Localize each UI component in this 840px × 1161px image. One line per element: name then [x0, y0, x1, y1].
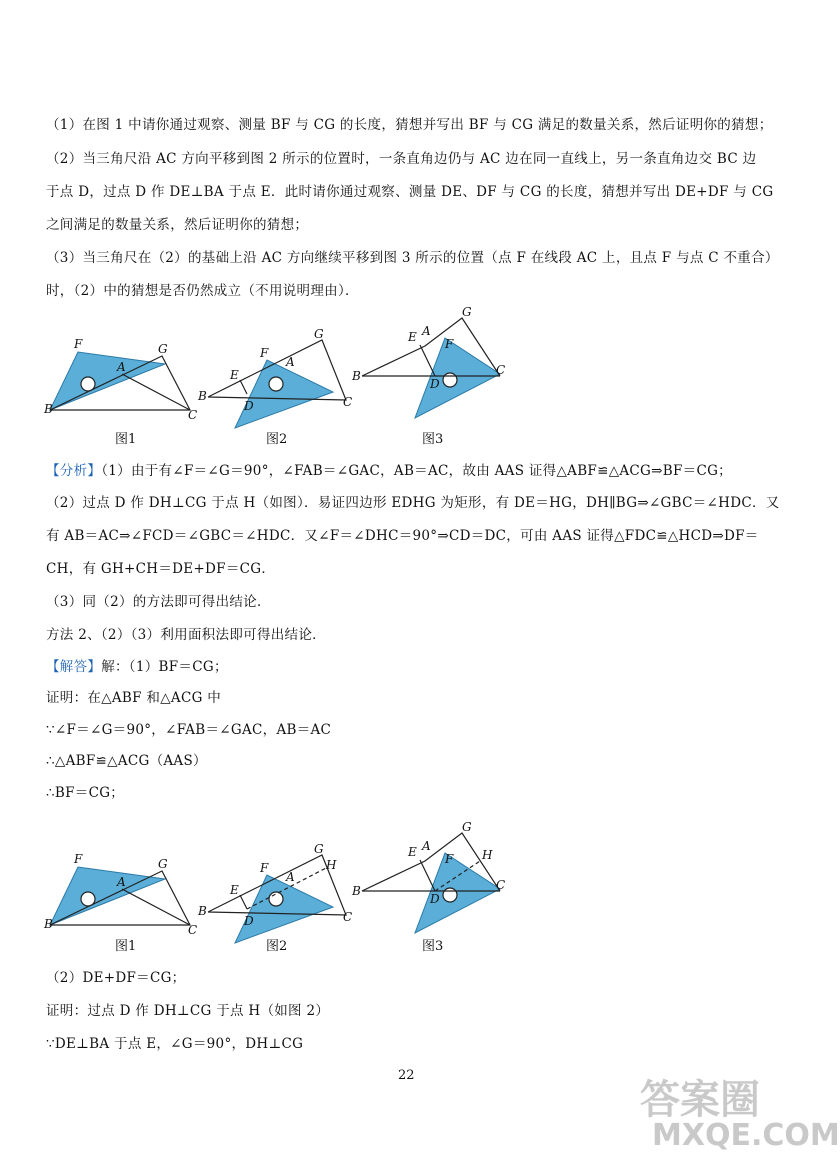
label-B-2: B	[198, 389, 207, 403]
analysis-text1: （1）由于有∠F＝∠G＝90°，∠FAB＝∠GAC，AB＝AC，故由 AAS 证得△ABF≌△ACG⇒BF＝CG；	[101, 463, 732, 479]
analysis-line3: 有 AB＝AC⇒∠FCD＝∠GBC＝∠HDC．又∠F＝∠DHC＝90°⇒CD＝DC，可由 AAS 证得△FDC≌△HCD⇒DF＝	[46, 528, 759, 544]
watermark-bottom: MXQE.COM	[652, 1118, 840, 1153]
label-F-b2: F	[260, 861, 269, 875]
figure-3	[351, 305, 505, 418]
problem-part2-line3: 之间满足的数量关系，然后证明你的猜想；	[46, 217, 309, 233]
label-F: F	[74, 337, 83, 351]
label-D-b2: D	[244, 914, 254, 928]
label-A-b1: A	[117, 875, 126, 889]
problem-part2-line2: 于点 D，过点 D 作 DE⊥BA 于点 E．此时请你通过观察、测量 DE、DF 与 CG 的长度，猜想并写出 DE+DF 与 CG	[46, 184, 774, 200]
caption-figure-1-b: 图1	[115, 939, 137, 954]
label-A: A	[117, 360, 126, 374]
answer-tag: 【解答】	[46, 659, 102, 675]
analysis-line1	[46, 459, 732, 479]
label-H-b2: H	[326, 858, 337, 872]
label-E-b3: E	[408, 845, 417, 859]
solution-line7: ∵DE⊥BA 于点 E，∠G＝90°，DH⊥CG	[46, 1036, 304, 1052]
label-G: G	[158, 342, 168, 356]
figure-1-b	[43, 852, 197, 937]
caption-figure-2: 图2	[266, 432, 288, 447]
label-B-b2: B	[198, 904, 207, 918]
label-A-b3: A	[422, 839, 431, 853]
label-B-b1: B	[44, 917, 53, 931]
label-A-3: A	[422, 324, 431, 338]
problem-part3-line2: 时，（2）中的猜想是否仍然成立（不用说明理由）．	[46, 283, 359, 299]
label-B-b3: B	[352, 884, 361, 898]
analysis-line2: （2）过点 D 作 DH⊥CG 于点 H（如图）．易证四边形 EDHG 为矩形，有 DE＝HG，DH∥BG⇒∠GBC＝∠HDC．又	[46, 495, 780, 511]
label-C-3: C	[496, 363, 506, 377]
figure-2	[197, 327, 352, 428]
solution-line6: 证明：过点 D 作 DH⊥CG 于点 H（如图 2）	[46, 1003, 330, 1019]
caption-figure-3-b: 图3	[422, 939, 444, 954]
figure-2-b	[197, 842, 352, 943]
analysis-line4: CH，有 GH+CH＝DE+DF＝CG．	[46, 561, 276, 577]
solution-line3: ∴△ABF≌△ACG（AAS）	[46, 753, 207, 769]
label-C-b2: C	[343, 910, 353, 924]
label-C-b1: C	[188, 923, 198, 937]
label-C: C	[188, 408, 198, 422]
label-D-b3: D	[430, 892, 440, 906]
label-C-2: C	[343, 395, 353, 409]
label-A-2: A	[286, 355, 295, 369]
label-B-3: B	[352, 369, 361, 383]
label-G-2: G	[314, 327, 324, 341]
label-D-2: D	[244, 399, 254, 413]
analysis-line5: （3）同（2）的方法即可得出结论．	[46, 594, 271, 610]
label-E-3: E	[408, 330, 417, 344]
problem-part2-line1: （2）当三角尺沿 AC 方向平移到图 2 所示的位置时，一条直角边仍与 AC 边在同一直线上，另一条直角边交 BC 边	[46, 151, 757, 167]
label-F-3: F	[445, 337, 454, 351]
solution-line0	[46, 655, 228, 675]
label-F-2: F	[260, 346, 269, 360]
problem-part3-line1: （3）当三角尺在（2）的基础上沿 AC 方向继续平移到图 3 所示的位置（点 F 在线段 AC 上，且点 F 与点 C 不重合）	[46, 250, 779, 266]
figure-3-b	[351, 820, 505, 933]
watermark-top: 答案圈	[640, 1077, 760, 1123]
label-D-3: D	[430, 377, 440, 391]
solution-line4: ∴BF＝CG；	[46, 785, 125, 801]
problem-part1: （1）在图 1 中请你通过观察、测量 BF 与 CG 的长度，猜想并写出 BF 与 CG 满足的数量关系，然后证明你的猜想；	[46, 117, 773, 133]
label-E-2: E	[230, 368, 239, 382]
label-C-b3: C	[496, 878, 506, 892]
label-B: B	[44, 402, 53, 416]
label-G-b3: G	[462, 820, 472, 834]
caption-figure-2-b: 图2	[266, 939, 288, 954]
label-F-b3: F	[445, 852, 454, 866]
label-G-b1: G	[158, 857, 168, 871]
solution-line5: （2）DE+DF＝CG；	[46, 970, 186, 986]
solution-line1: 证明：在△ABF 和△ACG 中	[46, 690, 222, 706]
caption-figure-1: 图1	[115, 432, 137, 447]
label-G-b2: G	[314, 842, 324, 856]
caption-figure-3: 图3	[422, 432, 444, 447]
analysis-tag: 【分析】	[46, 463, 102, 479]
label-A-b2: A	[286, 870, 295, 884]
solution-line2: ∵∠F＝∠G＝90°，∠FAB＝∠GAC，AB＝AC	[46, 722, 332, 738]
label-F-b1: F	[74, 852, 83, 866]
method2-line: 方法 2、（2）（3）利用面积法即可得出结论．	[46, 627, 326, 643]
page-number: 22	[398, 1068, 415, 1083]
label-G-3: G	[462, 305, 472, 319]
label-E-b2: E	[230, 883, 239, 897]
label-H-b3: H	[482, 848, 493, 862]
figure-1	[43, 337, 197, 422]
solution-text0: 解：（1）BF＝CG；	[101, 659, 228, 675]
